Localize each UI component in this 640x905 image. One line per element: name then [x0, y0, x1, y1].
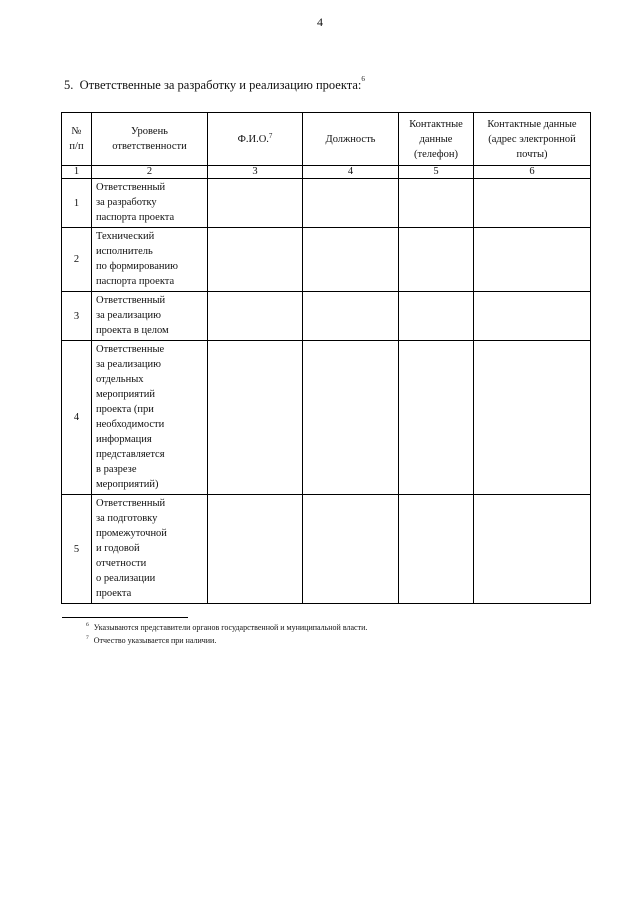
responsibility-level-line: проекта — [96, 588, 132, 599]
responsibility-level-line: информация — [96, 434, 152, 445]
responsibility-level-line: за реализацию — [96, 310, 161, 321]
footnote — [86, 623, 367, 632]
position-cell — [303, 179, 399, 228]
responsibility-level-line: за реализацию — [96, 359, 161, 370]
row-number: 4 — [62, 341, 92, 495]
responsibility-level-line: паспорта проекта — [96, 276, 175, 287]
email-cell — [474, 228, 591, 292]
responsibility-level-line: Ответственный — [96, 498, 166, 509]
responsibility-level-line: исполнитель — [96, 246, 153, 257]
responsibility-level-line: паспорта проекта — [96, 212, 175, 223]
header-fio-footnote-ref: 7 — [268, 131, 273, 140]
responsibility-level-cell — [92, 179, 208, 228]
fio-cell — [208, 179, 303, 228]
header-level — [92, 113, 208, 166]
section-title: Ответственные за разработку и реализацию проекта: — [79, 78, 362, 92]
header-phone-line: данные — [419, 133, 453, 145]
fio-cell — [208, 341, 303, 495]
row-number: 3 — [62, 292, 92, 341]
responsible-persons-table — [61, 112, 591, 604]
responsibility-level-line: за подготовку — [96, 513, 158, 524]
responsibility-level-line: промежуточной — [96, 528, 167, 539]
email-cell — [474, 179, 591, 228]
table-row — [62, 292, 591, 341]
header-level-line: ответственности — [112, 141, 187, 152]
table-row — [62, 228, 591, 292]
header-number-line: № — [71, 126, 82, 137]
phone-cell — [399, 495, 474, 604]
phone-cell — [399, 341, 474, 495]
row-number: 2 — [62, 228, 92, 292]
page-number: 4 — [317, 15, 323, 29]
header-phone — [399, 113, 474, 166]
email-cell — [474, 341, 591, 495]
header-email-line: почты) — [516, 148, 548, 160]
phone-cell — [399, 228, 474, 292]
responsibility-level-line: необходимости — [96, 419, 165, 430]
header-position-label: Должность — [325, 133, 376, 145]
phone-cell — [399, 179, 474, 228]
table-header-row — [62, 113, 591, 166]
header-number-line: п/п — [69, 141, 84, 152]
footnote — [86, 636, 216, 645]
column-number-row — [62, 166, 591, 179]
column-number: 2 — [92, 166, 208, 179]
section-footnote-ref: 6 — [361, 75, 365, 83]
footnote-ref: 7 — [86, 635, 89, 641]
table-row — [62, 495, 591, 604]
responsibility-level-line: мероприятий) — [96, 479, 159, 490]
responsibility-level-line: в разрезе — [96, 464, 137, 475]
header-email — [474, 113, 591, 166]
fio-cell — [208, 292, 303, 341]
position-cell — [303, 228, 399, 292]
header-number — [62, 113, 92, 166]
responsibility-level-line: отчетности — [96, 558, 147, 569]
column-number: 5 — [399, 166, 474, 179]
responsibility-level-line: и годовой — [96, 543, 140, 554]
position-cell — [303, 495, 399, 604]
responsibility-level-line: представляется — [96, 449, 165, 460]
responsibility-level-cell — [92, 495, 208, 604]
column-number: 3 — [208, 166, 303, 179]
fio-cell — [208, 228, 303, 292]
responsibility-level-line: о реализации — [96, 573, 156, 584]
responsibility-level-line: мероприятий — [96, 389, 155, 400]
section-number: 5. — [64, 78, 74, 92]
header-email-line: (адрес электронной — [488, 133, 576, 145]
footnote-divider — [62, 617, 188, 618]
header-phone-line: Контактные — [409, 118, 463, 130]
fio-cell — [208, 495, 303, 604]
position-cell — [303, 292, 399, 341]
column-number: 4 — [303, 166, 399, 179]
responsibility-level-line: за разработку — [96, 197, 157, 208]
responsibility-level-cell — [92, 341, 208, 495]
responsibility-level-line: Ответственный — [96, 182, 166, 193]
header-fio — [208, 113, 303, 166]
responsibility-level-line: Ответственный — [96, 295, 166, 306]
header-phone-line: (телефон) — [414, 148, 458, 160]
position-cell — [303, 341, 399, 495]
footnote-text: Отчество указывается при наличии. — [93, 636, 217, 645]
table-row — [62, 179, 591, 228]
email-cell — [474, 495, 591, 604]
header-level-line: Уровень — [131, 126, 168, 137]
section-heading — [64, 75, 365, 93]
responsibility-level-line: Ответственные — [96, 344, 165, 355]
row-number: 1 — [62, 179, 92, 228]
responsibility-level-line: проекта (при — [96, 404, 154, 415]
header-position — [303, 113, 399, 166]
responsibility-level-line: отдельных — [96, 374, 144, 385]
row-number: 5 — [62, 495, 92, 604]
column-number: 6 — [474, 166, 591, 179]
table-row — [62, 341, 591, 495]
email-cell — [474, 292, 591, 341]
column-number: 1 — [62, 166, 92, 179]
footnote-text: Указываются представители органов государственной и муниципальной власти. — [93, 623, 368, 632]
responsibility-level-cell — [92, 292, 208, 341]
header-email-line: Контактные данные — [487, 118, 577, 130]
responsibility-level-cell — [92, 228, 208, 292]
responsibility-level-line: по формированию — [96, 261, 178, 272]
responsibility-level-line: Технический — [96, 231, 155, 242]
responsibility-level-line: проекта в целом — [96, 325, 169, 336]
header-fio-label: Ф.И.О. — [237, 133, 269, 145]
footnote-ref: 6 — [86, 622, 89, 628]
phone-cell — [399, 292, 474, 341]
